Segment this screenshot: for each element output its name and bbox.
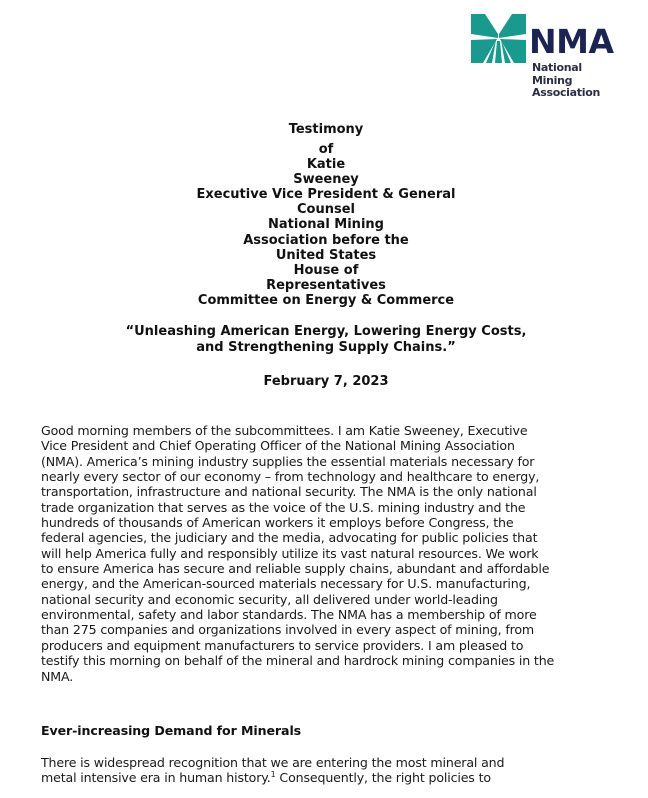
title-line: Representatives — [266, 277, 386, 293]
title-line: Committee on Energy & Commerce — [197, 292, 455, 308]
paragraph-line: Vice President and Chief Operating Officer of the National Mining Association — [41, 438, 515, 454]
title-line: Association before the — [243, 232, 409, 248]
logo-organization-name — [532, 62, 600, 100]
paragraph-line: federal agencies, the judiciary and the media, advocating for public policies that — [41, 530, 538, 546]
paragraph-text: Consequently, the right policies to — [275, 770, 491, 786]
title-line: Counsel — [297, 202, 355, 218]
hearing-title — [0, 324, 648, 356]
paragraph-line: energy, and the American-sourced materials necessary for U.S. manufacturing, — [41, 576, 531, 592]
paragraph-line: Good morning members of the subcommittees. I am Katie Sweeney, Executive — [41, 423, 528, 438]
paragraph-line: environmental, safety and labor standards. The NMA has a membership of more — [41, 607, 537, 623]
title-line: United States — [275, 247, 377, 263]
title-line: National Mining — [268, 217, 384, 233]
section-heading: Ever-increasing Demand for Minerals — [41, 723, 302, 738]
paragraph-line: to ensure America has secure and reliable supply chains, abundant and affordable — [41, 561, 550, 577]
hearing-title-line: “Unleashing American Energy, Lowering Energy Costs, — [125, 324, 527, 339]
nma-logo — [471, 14, 621, 104]
section-paragraph — [41, 755, 621, 786]
paragraph-line: NMA. — [41, 668, 74, 684]
title-line: Katie — [306, 157, 346, 173]
paragraph-line — [41, 770, 621, 785]
nma-logo-mark-icon — [471, 14, 526, 63]
paragraph-line: hundreds of thousands of American workers it employs before Congress, the — [41, 515, 514, 531]
title-line: Executive Vice President & General — [196, 187, 456, 203]
testimony-date: February 7, 2023 — [263, 374, 389, 389]
paragraph-line: nearly every sector of our economy – from technology and healthcare to energy, — [41, 469, 540, 485]
hearing-title-line: and Strengthening Supply Chains.” — [196, 340, 456, 355]
paragraph-line: testify this morning on behalf of the mineral and hardrock mining companies in the — [41, 653, 555, 669]
paragraph-line: will help America fully and responsibly utilize its vast natural resources. We work — [41, 545, 539, 561]
paragraph-line: producers and equipment manufacturers to service providers. I am pleased to — [41, 637, 524, 653]
intro-paragraph — [41, 423, 621, 684]
paragraph-line: transportation, infrastructure and national security. The NMA is the only national — [41, 484, 537, 500]
title-line: Sweeney — [293, 172, 359, 188]
title-line: House of — [293, 262, 359, 278]
logo-name-line: National — [532, 61, 582, 74]
title-line: of — [318, 142, 334, 157]
paragraph-line: There is widespread recognition that we are entering the most mineral and — [41, 755, 505, 770]
logo-abbreviation: NMA — [529, 22, 614, 61]
footnote-marker[interactable]: 1 — [270, 770, 276, 780]
title-line: Testimony — [288, 122, 364, 137]
logo-name-line: Association — [532, 86, 600, 99]
paragraph-line: trade organization that serves as the voice of the U.S. mining industry and the — [41, 499, 526, 515]
testimony-title-block — [0, 122, 648, 308]
paragraph-text: metal intensive era in human history. — [41, 770, 271, 786]
paragraph-line: than 275 companies and organizations involved in every aspect of mining, from — [41, 622, 535, 638]
paragraph-line: (NMA). America’s mining industry supplies the essential materials necessary for — [41, 453, 535, 469]
logo-name-line: Mining — [532, 73, 573, 87]
paragraph-line: national security and economic security, all delivered under world-leading — [41, 591, 498, 607]
